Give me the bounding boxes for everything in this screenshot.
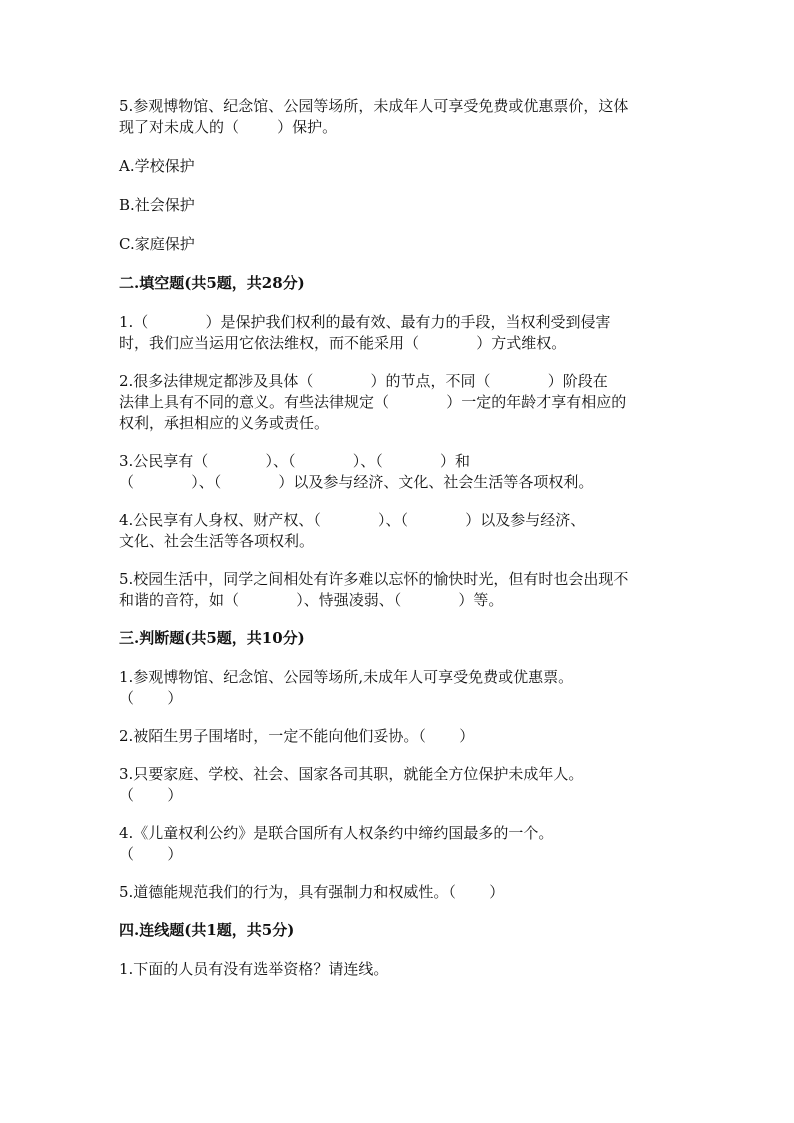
exam-page	[119, 96, 679, 980]
judge-question-3	[119, 764, 679, 806]
section-title-fill-blank: 二.填空题(共5题，共28分)	[119, 274, 305, 292]
question-text: （ ）、（ ）以及参与经济、文化、社会生活等各项权利。	[119, 473, 594, 491]
option-a: A.学校保护	[119, 157, 195, 175]
question-text: 5.道德能规范我们的行为，具有强制力和权威性。（ ）	[119, 883, 505, 901]
question-text: 2.很多法律规定都涉及具体（ ）的节点，不同（ ）阶段在	[119, 372, 608, 390]
judge-question-1	[119, 667, 679, 709]
judge-question-4	[119, 823, 679, 865]
question-text: 2.被陌生男子围堵时，一定不能向他们妥协。（ ）	[119, 727, 475, 745]
question-text: 1.（ ）是保护我们权利的最有效、最有力的手段，当权利受到侵害	[119, 313, 611, 331]
mc-question-5	[119, 96, 679, 138]
question-text: 4.公民享有人身权、财产权、（ ）、（ ）以及参与经济、	[119, 511, 586, 529]
question-text: 1.参观博物馆、纪念馆、公园等场所,未成年人可享受免费或优惠票。	[119, 668, 574, 686]
fill-question-5	[119, 569, 679, 611]
question-text: 文化、社会生活等各项权利。	[119, 532, 315, 550]
judge-question-5	[119, 882, 679, 903]
option-c: C.家庭保护	[119, 235, 195, 253]
option-b: B.社会保护	[119, 196, 195, 214]
answer-blank: （ ）	[119, 689, 183, 707]
question-text: 1.下面的人员有没有选举资格？请连线。	[119, 960, 389, 978]
question-text: 法律上具有不同的意义。有些法律规定（ ）一定的年龄才享有相应的	[119, 393, 627, 411]
fill-question-3	[119, 451, 679, 493]
question-text: 时，我们应当运用它依法维权，而不能采用（ ）方式维权。	[119, 334, 567, 352]
question-stem: 5.参观博物馆、纪念馆、公园等场所，未成年人可享受免费或优惠票价，这体	[119, 97, 629, 115]
section-title-matching: 四.连线题(共1题，共5分)	[119, 921, 295, 939]
matching-question-1	[119, 959, 679, 980]
answer-blank: （ ）	[119, 786, 183, 804]
question-text: 3.只要家庭、学校、社会、国家各司其职，就能全方位保护未成年人。	[119, 765, 584, 783]
section-title-true-false: 三.判断题(共5题，共10分)	[119, 629, 305, 647]
question-text: 权利，承担相应的义务或责任。	[119, 414, 330, 432]
question-text: 3.公民享有（ ）、（ ）、（ ）和	[119, 452, 470, 470]
fill-question-4	[119, 510, 679, 552]
question-text: 4.《儿童权利公约》是联合国所有人权条约中缔约国最多的一个。	[119, 824, 554, 842]
fill-question-2	[119, 371, 679, 434]
fill-question-1	[119, 312, 679, 354]
question-text: 5.校园生活中，同学之间相处有许多难以忘怀的愉快时光，但有时也会出现不	[119, 570, 629, 588]
question-text: 和谐的音符，如（ ）、恃强凌弱、（ ）等。	[119, 591, 504, 609]
question-stem: 现了对未成人的（ ）保护。	[119, 118, 338, 136]
answer-blank: （ ）	[119, 845, 183, 863]
judge-question-2	[119, 726, 679, 747]
